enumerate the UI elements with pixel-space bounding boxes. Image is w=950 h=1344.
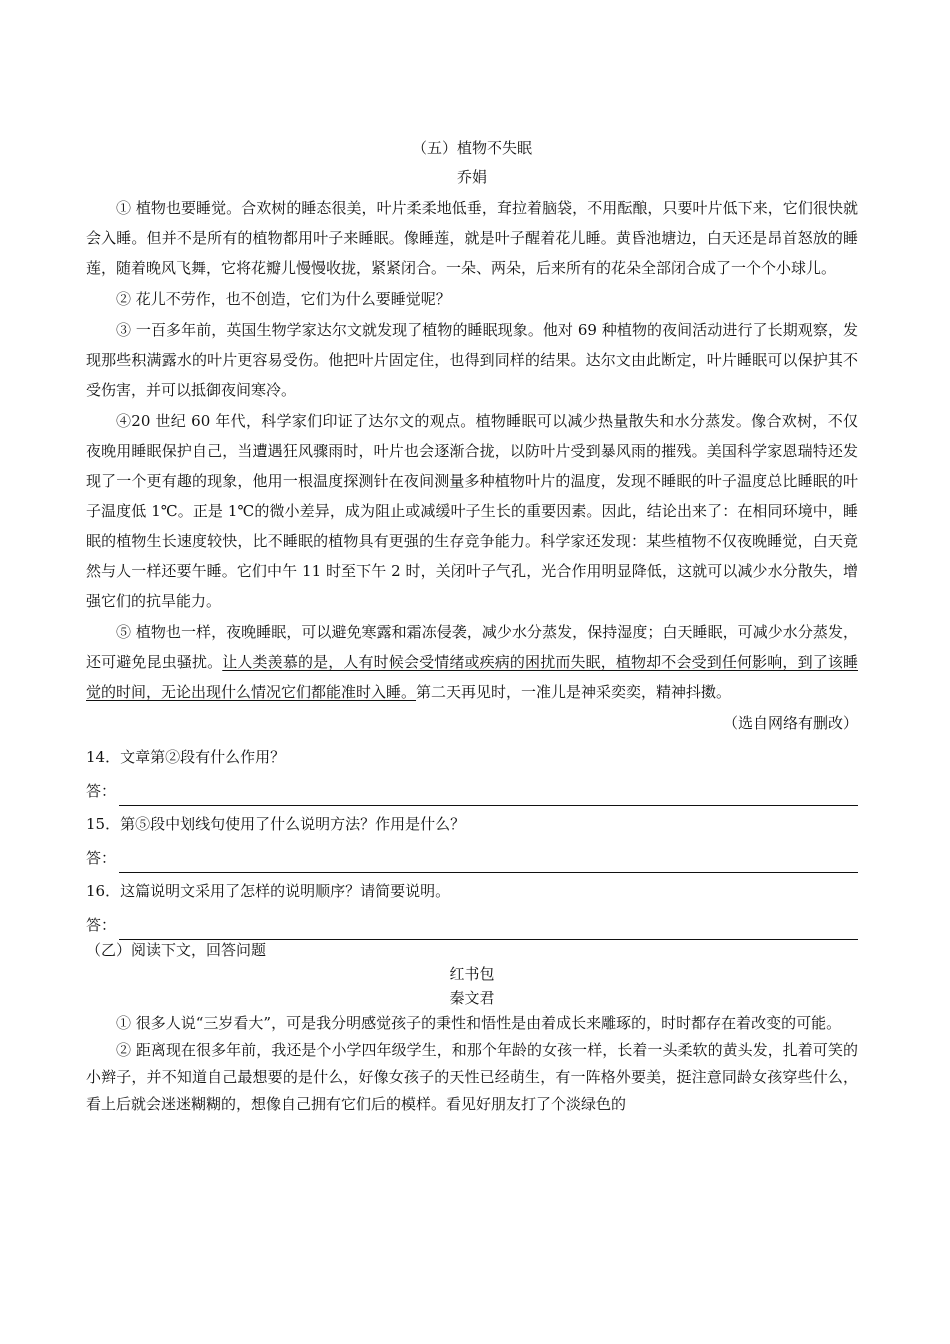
answer-line-16[interactable] xyxy=(119,913,858,940)
article2-paragraph-1: ① 很多人说“三岁看大”，可是我分明感觉孩子的秉性和悟性是由着成长来雕琢的，时时都存在着改变的可能。 xyxy=(116,1014,842,1032)
answer-line-15[interactable] xyxy=(119,846,858,873)
paragraph-5-after: 第二天再见时，一准儿是神采奕奕，精神抖擞。 xyxy=(416,683,732,701)
article2-paragraph-2: ② 距离现在很多年前，我还是个小学四年级学生，和那个年龄的女孩一样，长着一头柔软的黄头发，扎着可笑的小辫子，并不知道自己最想要的是什么，好像女孩子的天性已经萌生，有一阵格外要美，挺注意同龄女孩穿些什么，看上后就会迷迷糊糊的，想像自己拥有它们后的模样。看见好朋友打了个淡绿色的 xyxy=(86,1041,858,1113)
article2-author: 秦文君 xyxy=(449,989,495,1007)
answer-label: 答： xyxy=(86,916,117,934)
question-16: 16．这篇说明文采用了怎样的说明顺序？请简要说明。 xyxy=(86,882,451,900)
answer-label: 答： xyxy=(86,782,117,800)
article-author: 乔娟 xyxy=(456,168,487,186)
answer-line-14[interactable] xyxy=(119,779,858,806)
paragraph-4: ④20 世纪 60 年代，科学家们印证了达尔文的观点。植物睡眠可以减少热量散失和水分蒸发。像合欢树，不仅夜晚用睡眠保护自己，当遭遇狂风骤雨时，叶片也会逐渐合拢，以防叶片受到暴风雨的摧残。美国科学家恩瑞特还发现了一个更有趣的现象，他用一根温度探测针在夜间测量多种植物叶片的温度，发现不睡眠的叶子温度总比睡眠的叶子温度低 1℃。正是 1℃的微小差异，成为阻止或减缓叶子生长的重要因素。因此，结论出来了：在相同环境中，睡眠的植物生长速度较快，比不睡眠的植物具有更强的生存竞争能力。科学家还发现：某些植物不仅夜晚睡觉，白天竟然与人一样还要午睡。它们中午 11 时至下午 2 时，关闭叶子气孔，光合作用明显降低，这就可以减少水分散失，增强它们的抗旱能力。 xyxy=(86,412,858,610)
paragraph-2: ② 花儿不劳作，也不创造，它们为什么要睡觉呢？ xyxy=(116,290,451,308)
article2-title: 红书包 xyxy=(449,965,495,983)
article-title: （五）植物不失眠 xyxy=(411,139,532,157)
answer-row-14 xyxy=(86,772,858,806)
paragraph-1: ① 植物也要睡觉。合欢树的睡态很美，叶片柔柔地低垂，耷拉着脑袋，不用酝酿，只要叶片低下来，它们很快就会入睡。但并不是所有的植物都用叶子来睡眠。像睡莲，就是叶子醒着花儿睡。黄昏池塘边，白天还是昂首怒放的睡莲，随着晚风飞舞，它将花瓣儿慢慢收拢，紧紧闭合。一朵、两朵，后来所有的花朵全部闭合成了一个个小球儿。 xyxy=(86,199,858,277)
answer-row-15 xyxy=(86,839,858,873)
paragraph-5 xyxy=(86,617,858,707)
underlined-sentence: 让人类羡慕的是，人有时候会受情绪或疾病的困扰而失眠，植物却不会受到任何影响，到了该睡觉的时间，无论出现什么情况它们都能准时入睡。 xyxy=(86,653,858,701)
paragraph-5-before: ⑤ 植物也一样，夜晚睡眠，可以避免寒露和霜冻侵袭，减少水分蒸发，保持湿度；白天睡眠，可减少水分蒸发，还可避免昆虫骚扰。 xyxy=(86,623,858,671)
source-note: （选自网络有删改） xyxy=(722,714,858,732)
paragraph-3: ③ 一百多年前，英国生物学家达尔文就发现了植物的睡眠现象。他对 69 种植物的夜间活动进行了长期观察，发现那些积满露水的叶片更容易受伤。他把叶片固定住，也得到同样的结果。达尔文由此断定，叶片睡眠可以保护其不受伤害，并可以抵御夜间寒冷。 xyxy=(86,321,858,399)
answer-row-16 xyxy=(86,906,858,940)
question-15: 15．第⑤段中划线句使用了什么说明方法？作用是什么？ xyxy=(86,815,466,833)
question-14: 14．文章第②段有什么作用？ xyxy=(86,748,286,766)
document-page xyxy=(86,130,858,1118)
answer-label: 答： xyxy=(86,849,117,867)
section-label: （乙）阅读下文，回答问题 xyxy=(86,941,267,959)
